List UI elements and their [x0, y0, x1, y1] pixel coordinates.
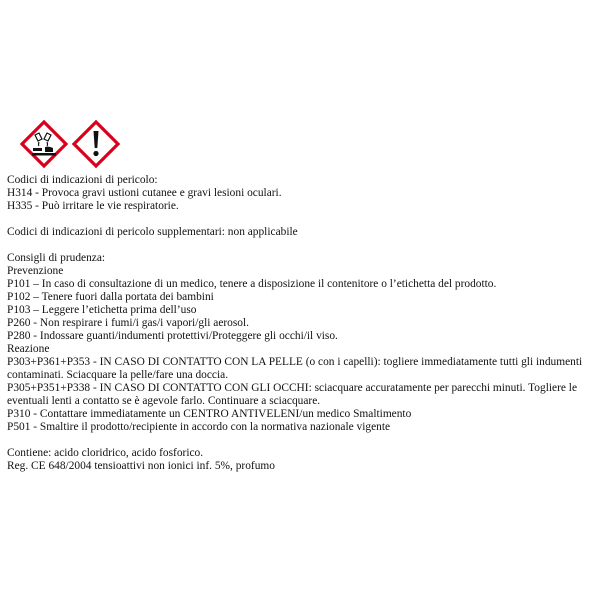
- hazard-heading: Codici di indicazioni di pericolo:: [7, 174, 158, 186]
- supplementary-statement: Codici di indicazioni di pericolo supplementari: non applicabile: [7, 226, 298, 238]
- label-text: [7, 174, 593, 473]
- precaution-p280: P280 - Indossare guanti/indumenti protettivi/Proteggere gli occhi/il viso.: [7, 330, 338, 342]
- hazard-h335: H335 - Può irritare le vie respiratorie.: [7, 200, 179, 212]
- corrosion-icon: [20, 120, 68, 168]
- reaction-label: Reazione: [7, 343, 50, 355]
- hazard-h314: H314 - Provoca gravi ustioni cutanee e gravi lesioni oculari.: [7, 187, 282, 199]
- hazard-pictograms: [20, 120, 120, 170]
- precaution-p101: P101 – In caso di consultazione di un medico, tenere a disposizione il contenitore o l’etichetta del prodotto.: [7, 278, 497, 290]
- precaution-p260: P260 - Non respirare i fumi/i gas/i vapori/gli aerosol.: [7, 317, 250, 329]
- prevention-label: Prevenzione: [7, 265, 64, 277]
- precaution-p102: P102 – Tenere fuori dalla portata dei bambini: [7, 291, 214, 303]
- regulation-statement: Reg. CE 648/2004 tensioattivi non ionici inf. 5%, profumo: [7, 460, 275, 472]
- precaution-p305: P305+P351+P338 - IN CASO DI CONTATTO CON GLI OCCHI: sciacquare accuratamente per parecchi minuti. Togliere le eventuali lenti a contatto se è agevole farlo. Continuare a sciacquare.: [7, 382, 577, 407]
- precaution-p103: P103 – Leggere l’etichetta prima dell’uso: [7, 304, 197, 316]
- precaution-p501: P501 - Smaltire il prodotto/recipiente in accordo con la normativa nazionale vigente: [7, 421, 391, 433]
- precaution-p303: P303+P361+P353 - IN CASO DI CONTATTO CON LA PELLE (o con i capelli): togliere immediatamente tutti gli indumenti contaminati. Sciacquare la pelle/fare una doccia.: [7, 356, 583, 381]
- precaution-p310: P310 - Contattare immediatamente un CENTRO ANTIVELENI/un medico Smaltimento: [7, 408, 412, 420]
- exclamation-icon: [72, 120, 120, 168]
- precaution-heading: Consigli di prudenza:: [7, 252, 106, 264]
- contents-statement: Contiene: acido cloridrico, acido fosforico.: [7, 447, 204, 459]
